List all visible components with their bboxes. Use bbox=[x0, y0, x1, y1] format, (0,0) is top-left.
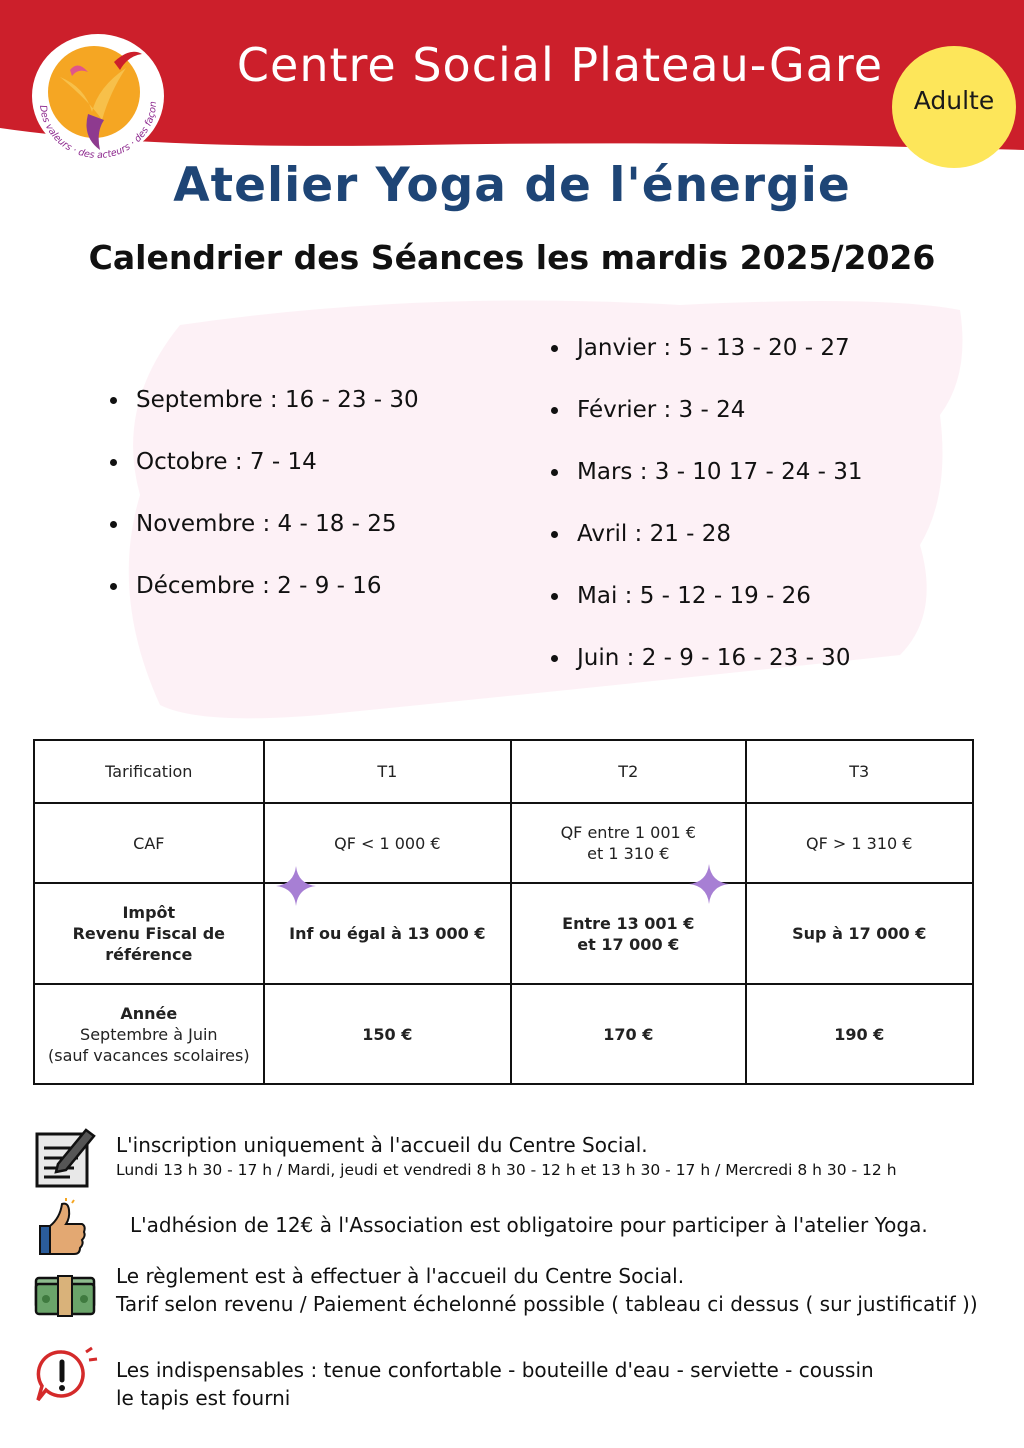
table-cell: Sup à 17 000 € bbox=[746, 883, 973, 984]
info-adhesion: L'adhésion de 12€ à l'Association est obligatoire pour participer à l'atelier Yoga. bbox=[130, 1213, 928, 1237]
table-cell-line: Année bbox=[120, 1003, 178, 1023]
table-cell-line: QF entre 1 001 € bbox=[560, 823, 696, 842]
logo-tagline bbox=[30, 32, 166, 160]
table-header-cell: T3 bbox=[746, 740, 973, 803]
calendar-month-october: Octobre : 7 - 14 bbox=[110, 447, 419, 509]
audience-badge: Adulte bbox=[913, 86, 995, 115]
page-subtitle: Calendrier des Séances les mardis 2025/2026 bbox=[88, 238, 936, 277]
table-row bbox=[34, 803, 973, 883]
info-reglement-line: Le règlement est à effectuer à l'accueil du Centre Social. bbox=[116, 1264, 685, 1288]
table-row-label bbox=[34, 883, 264, 984]
table-row bbox=[34, 883, 973, 984]
table-cell-price: 150 € bbox=[264, 984, 511, 1084]
table-header-cell: T2 bbox=[511, 740, 745, 803]
info-reglement-line: Tarif selon revenu / Paiement échelonné possible ( tableau ci dessus ( sur justificatif )) bbox=[116, 1292, 978, 1316]
table-cell-line: Septembre à Juin bbox=[80, 1024, 218, 1044]
table-cell-line: Impôt bbox=[122, 903, 176, 922]
form-pencil-icon bbox=[34, 1126, 96, 1190]
sparkle-icon bbox=[276, 866, 316, 906]
calendar-month-may: Mai : 5 - 12 - 19 - 26 bbox=[551, 581, 863, 643]
info-indispensables bbox=[116, 1356, 1016, 1412]
calendar-month-december: Décembre : 2 - 9 - 16 bbox=[110, 571, 419, 633]
table-row bbox=[34, 984, 973, 1084]
table-row-label: CAF bbox=[34, 803, 264, 883]
calendar-month-september: Septembre : 16 - 23 - 30 bbox=[110, 385, 419, 447]
info-indispensables-line: le tapis est fourni bbox=[116, 1386, 291, 1410]
calendar-month-february: Février : 3 - 24 bbox=[551, 395, 863, 457]
table-cell-line: et 17 000 € bbox=[577, 934, 680, 954]
sparkle-icon bbox=[689, 864, 729, 904]
money-stack-icon bbox=[32, 1264, 98, 1320]
pricing-table bbox=[33, 739, 974, 1085]
thumbs-up-icon bbox=[36, 1198, 88, 1258]
table-row-label bbox=[34, 984, 264, 1084]
warning-exclamation-icon bbox=[34, 1346, 100, 1404]
calendar-list-autumn bbox=[110, 385, 419, 633]
table-cell-price: 190 € bbox=[746, 984, 973, 1084]
calendar-month-april: Avril : 21 - 28 bbox=[551, 519, 863, 581]
calendar-month-june: Juin : 2 - 9 - 16 - 23 - 30 bbox=[551, 643, 863, 705]
info-indispensables-line: Les indispensables : tenue confortable - bouteille d'eau - serviette - coussin bbox=[116, 1358, 874, 1382]
table-cell-line: Revenu Fiscal de bbox=[72, 924, 225, 943]
table-header-cell: Tarification bbox=[34, 740, 264, 803]
table-cell-price: 170 € bbox=[511, 984, 745, 1084]
svg-text:Des valeurs · des acteurs · de: Des valeurs · des acteurs · des façon bbox=[37, 101, 160, 160]
table-row bbox=[34, 740, 973, 803]
calendar-month-march: Mars : 3 - 10 17 - 24 - 31 bbox=[551, 457, 863, 519]
info-reglement bbox=[116, 1262, 1016, 1318]
table-cell: QF > 1 310 € bbox=[746, 803, 973, 883]
table-cell: Inf ou égal à 13 000 € bbox=[264, 883, 511, 984]
table-cell: QF < 1 000 € bbox=[264, 803, 511, 883]
table-cell-line: (sauf vacances scolaires) bbox=[48, 1045, 250, 1065]
info-inscription bbox=[116, 1131, 1016, 1181]
calendar-list-spring bbox=[551, 333, 863, 705]
info-inscription-text: L'inscription uniquement à l'accueil du Centre Social. bbox=[116, 1133, 648, 1157]
calendar-month-january: Janvier : 5 - 13 - 20 - 27 bbox=[551, 333, 863, 395]
table-cell-line: et 1 310 € bbox=[587, 844, 670, 863]
info-opening-hours: Lundi 13 h 30 - 17 h / Mardi, jeudi et vendredi 8 h 30 - 12 h et 13 h 30 - 17 h / Mercredi 8 h 30 - 12 h bbox=[116, 1161, 897, 1179]
table-cell-line: référence bbox=[105, 945, 193, 964]
calendar-month-november: Novembre : 4 - 18 - 25 bbox=[110, 509, 419, 571]
table-header-cell: T1 bbox=[264, 740, 511, 803]
page-title: Atelier Yoga de l'énergie bbox=[173, 158, 851, 213]
table-cell-line: Entre 13 001 € bbox=[562, 913, 695, 933]
header-org-name: Centre Social Plateau-Gare bbox=[236, 38, 884, 92]
